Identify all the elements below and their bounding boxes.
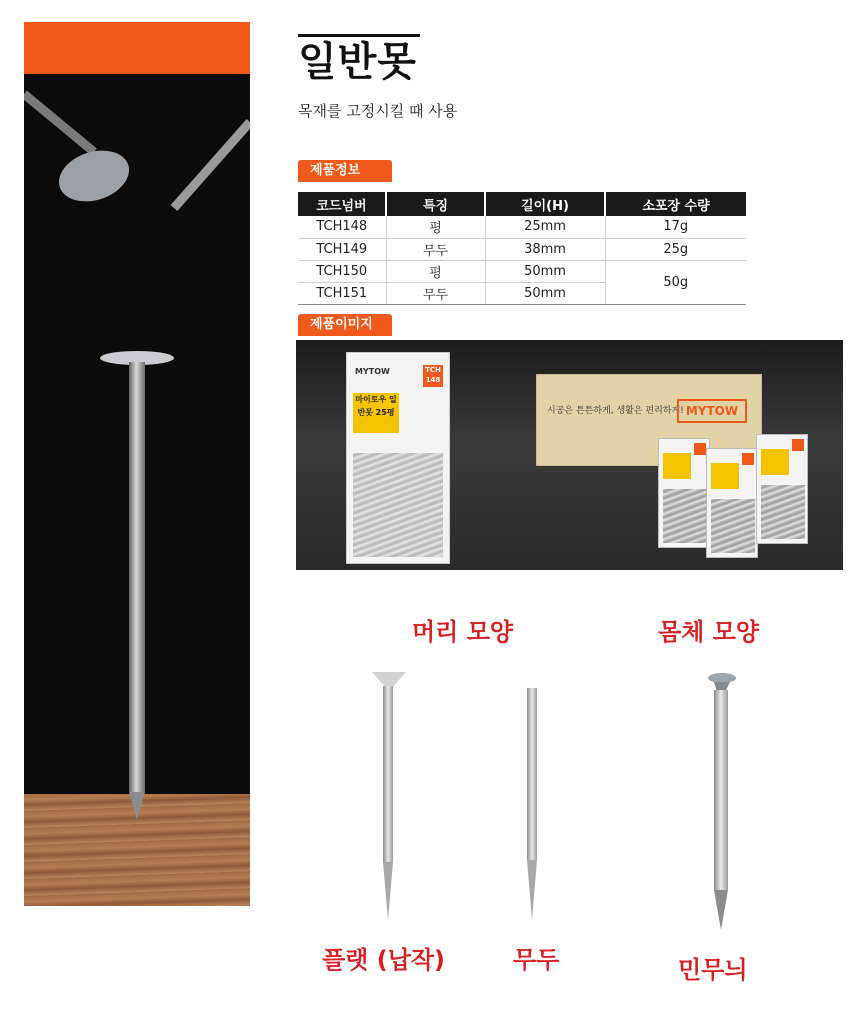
cell-length: 50mm bbox=[485, 282, 605, 304]
cell-feature: 무두 bbox=[386, 238, 485, 260]
cell-length: 25mm bbox=[485, 216, 605, 238]
cell-code: TCH149 bbox=[298, 238, 386, 260]
section-tag-product-info: 제품정보 bbox=[298, 160, 392, 182]
body-shape-label: 몸체 모양 bbox=[658, 618, 760, 646]
headless-nail bbox=[527, 688, 537, 920]
page-subtitle: 목재를 고정시킬 때 사용 bbox=[298, 102, 458, 120]
cell-feature: 무두 bbox=[386, 282, 485, 304]
cell-length: 50mm bbox=[485, 260, 605, 282]
head-shape-label: 머리 모양 bbox=[412, 618, 514, 646]
cell-feature: 평 bbox=[386, 216, 485, 238]
cell-code: TCH150 bbox=[298, 260, 386, 282]
cell-length: 38mm bbox=[485, 238, 605, 260]
flat-head-nail bbox=[372, 672, 406, 920]
header-code: 코드넘버 bbox=[298, 192, 386, 216]
package-code: TCH 148 bbox=[423, 365, 443, 387]
header-feature: 특징 bbox=[386, 192, 485, 216]
section-tag-product-image: 제품이미지 bbox=[298, 314, 392, 336]
header-length: 길이(H) bbox=[485, 192, 605, 216]
cell-quantity: 17g bbox=[605, 216, 746, 238]
plain-label: 민무늬 bbox=[678, 956, 748, 984]
headless-label: 무두 bbox=[513, 946, 560, 974]
cell-quantity: 50g bbox=[605, 260, 746, 304]
cell-quantity: 25g bbox=[605, 238, 746, 260]
package-brand: MYTOW bbox=[355, 367, 390, 376]
package-label: 마이토우 일반못 25평 bbox=[353, 393, 399, 433]
flat-label: 플랫 (납작) bbox=[322, 946, 446, 974]
header-quantity: 소포장 수량 bbox=[605, 192, 746, 216]
box-slogan: 시공은 튼튼하게, 생활은 편리하게! bbox=[547, 406, 684, 416]
page-title: 일반못 bbox=[298, 39, 417, 85]
cell-code: TCH151 bbox=[298, 282, 386, 304]
plain-body-nail bbox=[708, 673, 736, 930]
cell-feature: 평 bbox=[386, 260, 485, 282]
cell-code: TCH148 bbox=[298, 216, 386, 238]
box-logo: MYTOW bbox=[677, 399, 747, 423]
